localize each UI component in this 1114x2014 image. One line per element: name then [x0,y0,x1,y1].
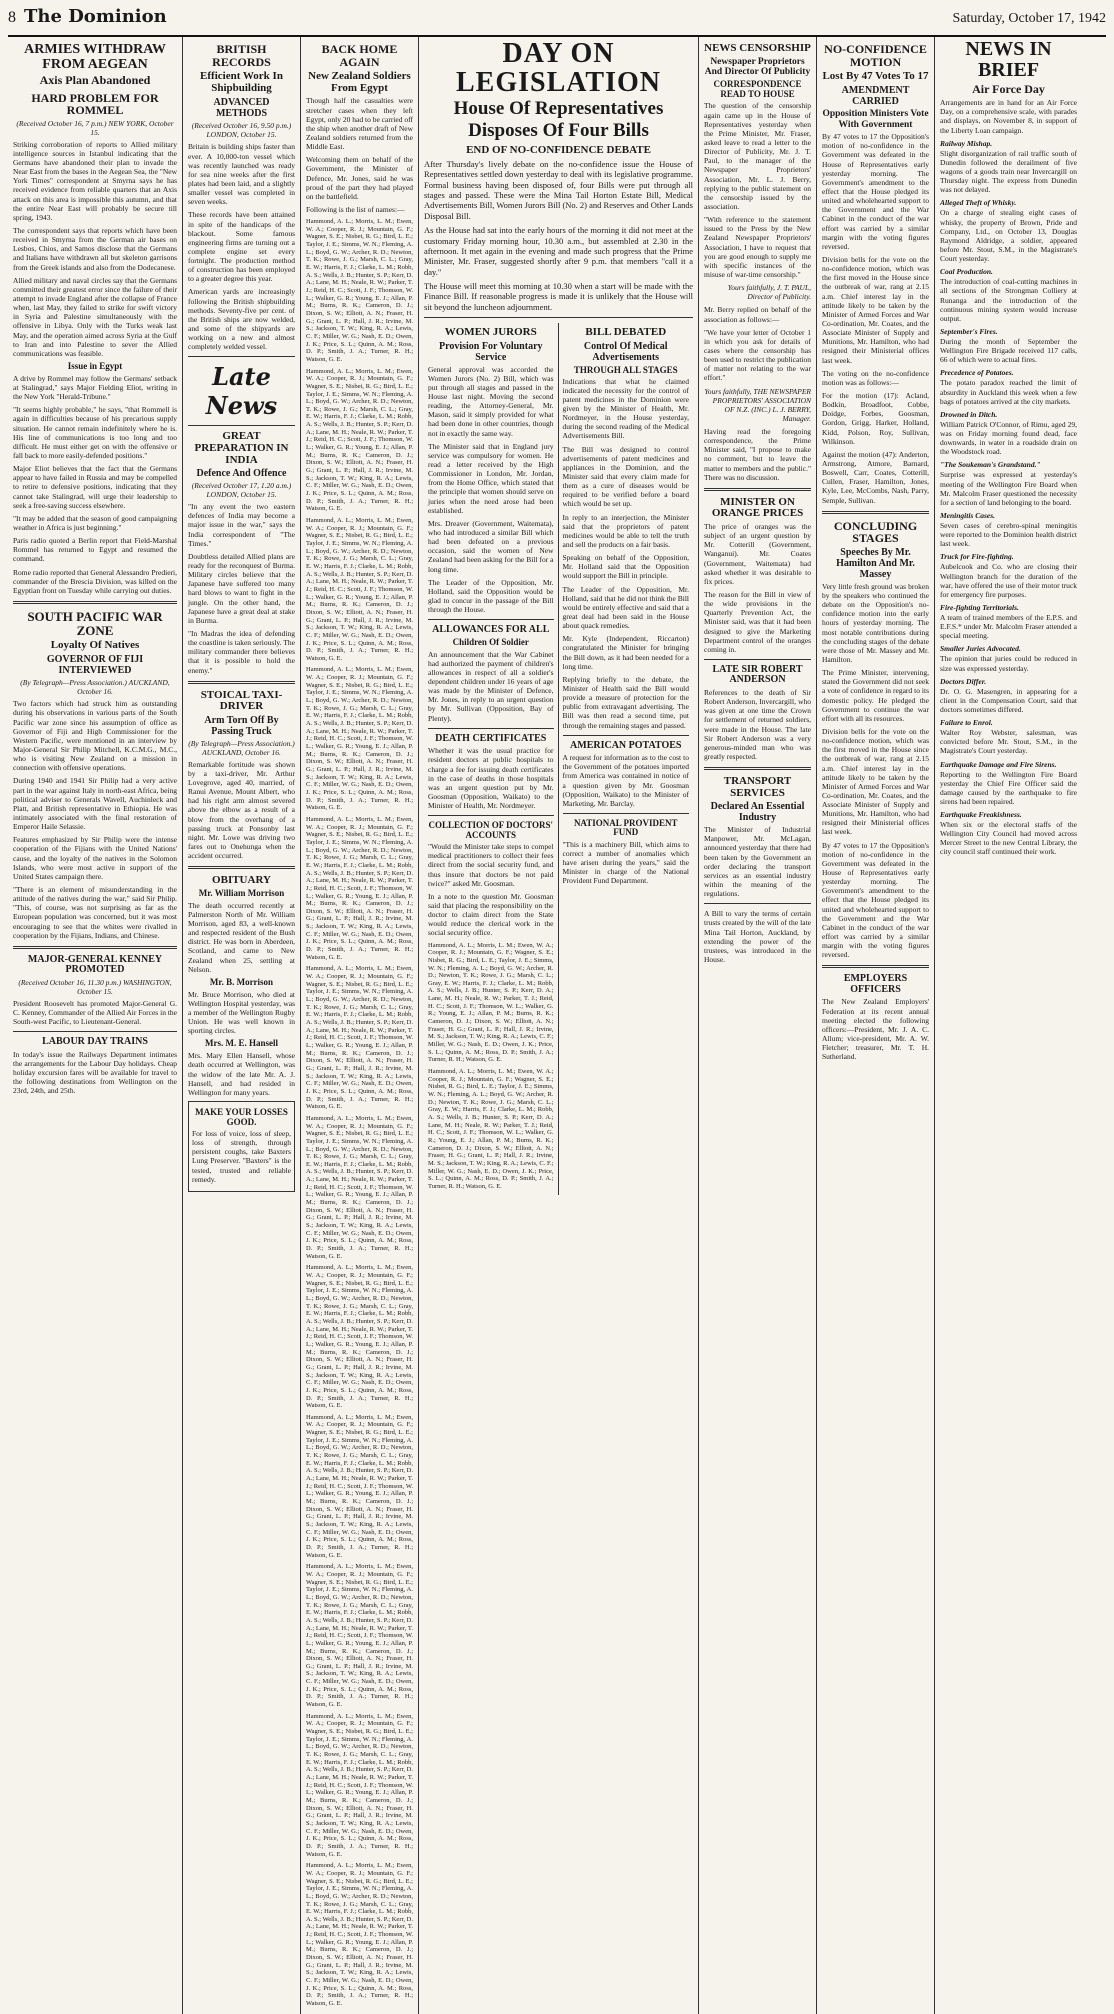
subheadline: Control Of Medical Advertisements [583,340,668,363]
article-paragraph: Mrs. Mary Ellen Hansell, whose death occurred at Wellington, was the widow of the late Mr. A. J. Hansell, and had resided in Wellington for many years. [188,1051,295,1097]
article-paragraph: "This is a machinery Bill, which aims to correct a number of anomalies which have arisen during the years," said the Minister in charge of the National Provident Fund Department. [562,839,689,886]
signature: Yours faithfully, J. T. PAUL, Director of Publicity. [727,283,811,302]
article-paragraph: "In any event the two eastern defences of India may become a major issue in the war," says the India correspondent of "The Times." [188,502,295,548]
subheadline: ADVANCED METHODS [213,97,270,119]
signature: Yours faithfully, THE NEWSPAPER PROPRIETORS' ASSOCIATION OF N.Z. (INC.) L. J. BERRY, Manager. [704,386,811,423]
brief-item-head: Doctors Differ. [940,676,987,686]
brief-list [940,139,1077,857]
article-paragraph: Welcoming them on behalf of the Government, the Minister of Defence, Mr. Jones, said he was proud of the part they had played on the battlefield. [306,155,413,201]
article-paragraph: Division bells for the vote on the no-confidence motion, which was the first moved in the House since the outbreak of war, rang at 2.15 a.m. Chief interest lay in the attitude likely to be taken by the Minister of Armed Forces and War Co-ordination, Mr. Coates, and the Associate Minister of Supply and Munitions, Mr. Hamilton, who had resigned their Ministerial offices last week. [822,254,929,365]
article-paragraph: The House will meet this morning at 10.30 when a start will be made with the Finance Bill. If reasonable progress is made it is unlikely that the House will sit beyond the luncheon adjournment. [424,280,693,312]
section-head: Issue in Egypt [67,360,123,371]
article-paragraph: In a note to the question Mr. Goosman said that placing the responsibility on the doctor to claim direct from the State would reduce the clerical work in the social security office. [428,891,554,938]
dateline: (By Telegraph—Press Association.) AUCKLAND, October 16. [188,738,295,757]
article-paragraph: Major Eliot believes that the fact that the Germans appear to have failed in Russia and may be compelled to retire to defensive positions, indicating that they cannot take Stalingrad, will urge their leadership to seek a free-saving success elsewhere. [13,464,177,510]
advertisement [188,1101,295,1192]
main-subheadline: House Of Representatives Disposes Of Four Bills [453,97,664,141]
column-3 [301,37,419,2014]
brief-item-head: Alleged Theft of Whisky. [940,198,1017,208]
headline: OBITUARY [212,874,271,887]
subheadline: Defence And Offence [196,468,287,480]
article-paragraph: Striking corroboration of reports to Allied military intelligence sources in Istanbul indicating that the Germans have abandoned their plan to invade the Near East from the bases in the Aegean Sea, the "New York Times" correspondent at Smyrna says he has received evidence from reliable quarters that an Axis attack on this area is impossible this autumn, and that the entire Near East will probably be secure till spring, 1943. [13,139,177,222]
article-paragraph: The reason for the Bill in view of the wide provisions in the Quarterly Prevention Act, the Minister said, was that it had been designed to give the Marketing Department control of the oranges coming in. [704,589,811,654]
article-paragraph: Speaking on behalf of the Opposition, Mr. Holland said that the Opposition would support the Bill in principle. [562,553,689,581]
article-paragraph: These records have been attained in spite of the handicaps of the blackout. Some famous engineering firms are turning out a complete engine set every fortnight. The production method of construction has been employed to a greater degree this year. [188,210,295,284]
article-paragraph: Mr. Kyle (Independent, Riccarton) congratulated the Minister for bringing the Bill down, as it had been needed for a long time. [562,634,689,671]
name-list: Hammond, A. L.; Morris, L. M.; Ewen, W. A.; Cooper, R. J.; Mountain, G. F.; Wagner, S. E.; Nisbet, R. G.; Bird, L. E.; Taylor, J. E.; Simms, W. N.; Fleming, A. L.; Boyd, G. W.; Archer, R. D.; Newton, T. K.; Rowe, J. G.; Marsh, C. L.; Gray, E. W.; Harris, F. J.; Clarke, L. M.; Robb, A. S.; Wells, J. B.; Hunter, S. P.; Kerr, D. A.; Lane, M. H.; Neale, R. W.; Parker, T. J.; Reid, H. C.; Scott, J. F.; Thomson, W. L.; Walker, G. R.; Young, E. J.; Allan, P. M.; Burns, R. K.; Cameron, D. J.; Dixon, S. W.; Elliott, A. N.; Fraser, H. G.; Grant, L. P.; Hall, J. R.; Irvine, M. S.; Jackson, T. W.; King, R. A.; Lewis, C. F.; Miller, W. G.; Nash, E. D.; Owen, J. K.; Price, S. L.; Quinn, A. M.; Ross, D. P.; Smith, J. A.; Turner, R. H.; Watson, G. E. [306,1413,413,1559]
headline: ALLOWANCES FOR ALL [432,624,550,636]
brief-item-body: The potato paradox reached the limit of absurdity in Auckland this week when a few bags of potatoes arrived at the city markets. [940,378,1077,406]
headline: DEATH CERTIFICATES [435,732,547,744]
divider [822,965,929,968]
subheadline: CORRESPONDENCE READ TO HOUSE [713,79,802,100]
brief-item-head: Smaller Juries Advocated. [940,644,1021,654]
brief-item-body: Surprise was expressed at yesterday's meeting of the Wellington Fire Board when Mr. Malcolm Fraser questioned the necessity for a section of land belonging to the board. [940,470,1077,507]
article-paragraph: As the House had sat into the early hours of the morning it did not meet at the customary Friday morning hour, 10.30 a.m., but assembled at 2.30 in the afternoon. It met again in the evening and made such progress that the Prime Minister, Mr. Fraser, suggested shortly after 9 p.m. that members "call it a day." [424,225,693,277]
article-paragraph: Against the motion (47): Anderton, Armstrong, Atmore, Barnard, Boswell, Carr, Coates, Cotterill, Cullen, Fraser, Hamilton, Jones, Kyle, Lee, McCombs, Nash, Parry, Semple, Sullivan. [822,449,929,505]
brief-item-head: Earthquake Freakishness. [940,810,1022,820]
name-list: Hammond, A. L.; Morris, L. M.; Ewen, W. A.; Cooper, R. J.; Mountain, G. F.; Wagner, S. E.; Nisbet, R. G.; Bird, L. E.; Taylor, J. E.; Simms, W. N.; Fleming, A. L.; Boyd, G. W.; Archer, R. D.; Newton, T. K.; Rowe, J. G.; Marsh, C. L.; Gray, E. W.; Harris, F. J.; Clarke, L. M.; Robb, A. S.; Wells, J. B.; Hunter, S. P.; Kerr, D. A.; Lane, M. H.; Neale, R. W.; Parker, T. J.; Reid, H. C.; Scott, J. F.; Thomson, W. L.; Walker, G. R.; Young, E. J.; Allan, P. M.; Burns, R. K.; Cameron, D. J.; Dixon, S. W.; Elliott, A. N.; Fraser, H. G.; Grant, L. P.; Hall, J. R.; Irvine, M. S.; Jackson, T. W.; King, R. A.; Lewis, C. F.; Miller, W. G.; Nash, E. D.; Owen, J. K.; Price, S. L.; Quinn, A. M.; Ross, D. P.; Smith, J. A.; Turner, R. H.; Watson, G. E. [306,1712,413,1858]
article-paragraph: By 47 votes to 17 the Opposition's motion of no-confidence in the Government was defeated in the House of Representatives early yesterday morning. The Government's amendment to the effect that the House pledged its united and wholehearted support to the Government and the War Cabinet in the conduct of the war effort was carried by a similar margin with the voting figures reversed. [822,840,929,960]
article-paragraph: Two factors which had struck him as outstanding during his observations in various parts of the South Pacific war zone since his assumption of office as Governor of Fiji and High Commissioner for the Western Pacific, were mentioned in an interview by Major-General Sir Philip Mitchell, K.C.M.G., M.C., who is visiting New Zealand on a mission in connection with offensive operations. [13,699,177,773]
article-paragraph: Remarkable fortitude was shown by a taxi-driver, Mr. Arthur Lovegrove, aged 40, married, of Ranui Avenue, Mount Albert, who had his right arm almost severed above the elbow as a result of a blow from the overhang of a passing truck at Ponsonby last night. Mr. Lowe was driving two fares out to Onehunga when the accident occurred. [188,759,295,861]
subheadline: Declared An Essential Industry [710,801,805,824]
article-paragraph: "Would the Minister take steps to compel medical practitioners to collect their fees direct from the social security fund, and thus insure that doctors be not paid twice?" asked Mr. Goosman. [428,842,554,888]
headline: NATIONAL PROVIDENT FUND [573,818,678,838]
article-paragraph: References to the death of Sir Robert Anderson, Invercargill, who was given at one time the Crown for settlement of returned soldiers, were made in the House. The late Sir Robert Anderson was a very generous-minded man who was greatly respected. [704,687,811,761]
subheadline: Efficient Work In Shipbuilding [200,70,283,95]
headline: COLLECTION OF DOCTORS' ACCOUNTS [428,820,554,840]
brief-item-body: Reporting to the Wellington Fire Board yesterday the Chief Fire Officer said the damage caused by the earthquake to fire sirens had been repaired. [940,769,1077,806]
subheadline: Mr. B. Morrison [209,976,274,987]
article-paragraph: An announcement that the War Cabinet had authorized the payment of children's allowances in respect of all a soldier's dependent children under 16 years of age was made by the Minister of Defence, Mr. Jones, in reply to an urgent question by Mr. Sullivan (Opposition, Bay of Plenty). [428,649,554,723]
column-7-news-in-brief [935,37,1082,2014]
brief-item-body: The introduction of coal-cutting machines in all sections of the Strongman Colliery at Runanga and the introduction of the continuous mining system would increase output. [940,277,1077,323]
article-paragraph: The Prime Minister, intervening, stated the Government did not seek a vote of confidence in regard to its domestic policy. He pledged the Government to continue the war effort with all its resources. [822,668,929,723]
name-list: Hammond, A. L.; Morris, L. M.; Ewen, W. A.; Cooper, R. J.; Mountain, G. F.; Wagner, S. E.; Nisbet, R. G.; Bird, L. E.; Taylor, J. E.; Simms, W. N.; Fleming, A. L.; Boyd, G. W.; Archer, R. D.; Newton, T. K.; Rowe, J. G.; Marsh, C. L.; Gray, E. W.; Harris, F. J.; Clarke, L. M.; Robb, A. S.; Wells, J. B.; Hunter, S. P.; Kerr, D. A.; Lane, M. H.; Neale, R. W.; Parker, T. J.; Reid, H. C.; Scott, J. F.; Thomson, W. L.; Walker, G. R.; Young, E. J.; Allan, P. M.; Burns, R. K.; Cameron, D. J.; Dixon, S. W.; Elliott, A. N.; Fraser, H. G.; Grant, L. P.; Hall, J. R.; Irvine, M. S.; Jackson, T. W.; King, R. A.; Lewis, C. F.; Miller, W. G.; Nash, E. D.; Owen, J. K.; Price, S. L.; Quinn, A. M.; Ross, D. P.; Smith, J. A.; Turner, R. H.; Watson, G. E. [306,666,413,812]
article-paragraph: Features emphasized by Sir Philip were the intense cooperation of the Fijians with the United Nations' cause, and the loyalty of the natives in the Solomon Islands, who were most active in support of the United States campaign there. [13,835,177,881]
headline: SOUTH PACIFIC WAR ZONE [27,608,163,638]
article-paragraph: Britain is building ships faster than ever. A 10,000-ton vessel which was recently launched was ready for sea nine weeks after the first plates had been laid, and a slightly smaller vessel was completed in seven weeks. [188,142,295,207]
column-1 [8,37,183,2014]
brief-item-head: Meningitis Cases. [940,510,996,520]
subheadline: AMENDMENT CARRIED [841,85,910,107]
divider [428,728,554,729]
subheadline: Speeches By Mr. Hamilton And Mr. Massey [836,546,915,580]
article-paragraph: A Bill to vary the terms of certain trusts created by the will of the late Mina Tail Horton, Auckland, by extending the power of the trustees, was introduced in the House. [704,909,811,965]
name-list: Hammond, A. L.; Morris, L. M.; Ewen, W. A.; Cooper, R. J.; Mountain, G. F.; Wagner, S. E.; Nisbet, R. G.; Bird, L. E.; Taylor, J. E.; Simms, W. N.; Fleming, A. L.; Boyd, G. W.; Archer, R. D.; Newton, T. K.; Rowe, J. G.; Marsh, C. L.; Gray, E. W.; Harris, F. J.; Clarke, L. M.; Robb, A. S.; Wells, J. B.; Hunter, S. P.; Kerr, D. A.; Lane, M. H.; Neale, R. W.; Parker, T. J.; Reid, H. C.; Scott, J. F.; Thomson, W. L.; Walker, G. R.; Young, E. J.; Allan, P. M.; Burns, R. K.; Cameron, D. J.; Dixon, S. W.; Elliott, A. N.; Fraser, H. G.; Grant, L. P.; Hall, J. R.; Irvine, M. S.; Jackson, T. W.; King, R. A.; Lewis, C. F.; Miller, W. G.; Nash, E. D.; Owen, J. K.; Price, S. L.; Quinn, A. M.; Ross, D. P.; Smith, J. A.; Turner, R. H.; Watson, G. E. [306,1862,413,2008]
masthead [8,6,1106,37]
subheadline: Air Force Day [972,82,1045,96]
article-paragraph: "It seems highly probable," he says, "that Rommell is again in difficulties because of his precarious supply situation. He cannot remain indefinitely where he is. His line of communications is too long and too difficult. He must either get on with the offensive or fall back to more easily-defended positions." [13,405,177,460]
issue-date: Saturday, October 17, 1942 [952,11,1106,26]
article-paragraph: The Minister said that in England jury service was compulsory for women. He read a letter received by the High Commissioner in London, Mr. Jordan, from the Home Office, which stated that the principle that women should serve on juries when the need arose had been established. [428,441,554,515]
brief-item-head: Fire-fighting Territorials. [940,602,1019,612]
brief-item-body: Seven cases of cerebro-spinal meningitis were reported to the Dominion health district last week. [940,520,1077,549]
article-paragraph: "We have your letter of October 1 in which you ask for details of cases where the censorship has been used to restrict the publication of matter not relating to the war effort." [704,327,811,383]
divider [428,815,554,816]
masthead-left [8,6,167,27]
subheadline: Opposition Ministers Vote With Government [822,109,929,130]
article-paragraph: President Roosevelt has promoted Major-General G. C. Kenney, Commander of the Allied Air Forces in the South-west Pacific, to Lieutenant-General. [13,998,177,1027]
article-paragraph: The correspondent says that reports which have been received in Smyrna from the German air bases on Lesbos, Chios, and Samos disclose that the Germans and Italians have withdrawn all but skeleton garrisons from the Greek islands and also from the Dodecanese. [13,226,177,272]
divider [563,813,690,814]
headline: CONCLUDING STAGES [833,518,918,546]
brief-item-head: Precedence of Potatoes. [940,368,1014,378]
divider [188,866,295,869]
article-paragraph: "In Madras the idea of defending the coastline is taken seriously. The military commander there believes that it is possible to hold the enemy." [188,628,295,675]
headline: AMERICAN POTATOES [570,739,682,751]
headline: LATE SIR ROBERT ANDERSON [712,663,803,686]
headline: WOMEN JURORS [444,326,537,339]
column-2 [183,37,301,2014]
main-headline: DAY ON LEGISLATION [456,38,661,99]
subheadline: THROUGH ALL STAGES [573,364,678,375]
headline: STOICAL TAXI-DRIVER [200,688,283,713]
headline: BILL DEBATED [585,326,667,339]
name-list: Hammond, A. L.; Morris, L. M.; Ewen, W. A.; Cooper, R. J.; Mountain, G. F.; Wagner, S. E.; Nisbet, R. G.; Bird, L. E.; Taylor, J. E.; Simms, W. N.; Fleming, A. L.; Boyd, G. W.; Archer, R. D.; Newton, T. K.; Rowe, J. G.; Marsh, C. L.; Gray, E. W.; Harris, F. J.; Clarke, L. M.; Robb, A. S.; Wells, J. B.; Hunter, S. P.; Kerr, D. A.; Lane, M. H.; Neale, R. W.; Parker, T. J.; Reid, H. C.; Scott, J. F.; Thomson, W. L.; Walker, G. R.; Young, E. J.; Allan, P. M.; Burns, R. K.; Cameron, D. J.; Dixon, S. W.; Elliott, A. N.; Fraser, H. G.; Grant, L. P.; Hall, J. R.; Irvine, M. S.; Jackson, T. W.; King, R. A.; Lewis, C. F.; Miller, W. G.; Nash, E. D.; Owen, J. K.; Price, S. L.; Quinn, A. M.; Ross, D. P.; Smith, J. A.; Turner, R. H.; Watson, G. E. [428,941,554,1064]
column-6 [817,37,935,2014]
paper-name: The Dominion [24,6,167,27]
divider [704,767,811,770]
article-paragraph: Arrangements are in hand for an Air Force Day, on a comprehensive scale, with parades and displays, on November 8, in support of the Liberty Loan campaign. [940,98,1077,135]
article-paragraph: The price of oranges was the subject of an urgent question by Mr. Cotterill (Government, Wanganui). Mr. Coates (Government, Waitemata) had asked whether it was desirable to fix prices. [704,522,811,586]
divider [13,946,177,949]
brief-item-head: Railway Mishap. [940,138,993,148]
brief-item-head: Failure to Enrol. [940,718,993,728]
subheadline: GOVERNOR OF FIJI INTERVIEWED [46,654,144,676]
article-paragraph: Though half the casualties were stretcher cases when they left Egypt, only 20 had to be carried off the ship when another draft of New Zealand soldiers returned from the Middle East. [306,96,413,152]
name-list: Hammond, A. L.; Morris, L. M.; Ewen, W. A.; Cooper, R. J.; Mountain, G. F.; Wagner, S. E.; Nisbet, R. G.; Bird, L. E.; Taylor, J. E.; Simms, W. N.; Fleming, A. L.; Boyd, G. W.; Archer, R. D.; Newton, T. K.; Rowe, J. G.; Marsh, C. L.; Gray, E. W.; Harris, F. J.; Clarke, L. M.; Robb, A. S.; Wells, J. B.; Hunter, S. P.; Kerr, D. A.; Lane, M. H.; Neale, R. W.; Parker, T. J.; Reid, H. C.; Scott, J. F.; Thomson, W. L.; Walker, G. R.; Young, E. J.; Allan, P. M.; Burns, R. K.; Cameron, D. J.; Dixon, S. W.; Elliott, A. N.; Fraser, H. G.; Grant, L. P.; Hall, J. R.; Irvine, M. S.; Jackson, T. W.; King, R. A.; Lewis, C. F.; Miller, W. G.; Nash, E. D.; Owen, J. K.; Price, S. L.; Quinn, A. M.; Ross, D. P.; Smith, J. A.; Turner, R. H.; Watson, G. E. [306,517,413,662]
article-paragraph: The Leader of the Opposition, Mr. Holland, said the Opposition would be glad to concur in the passage of the Bill through the House. [428,577,554,615]
page-number: 8 [8,9,16,26]
article-paragraph: Very little fresh ground was broken by the speakers who continued the debate on the Opposition's no-confidence motion into the early hours of yesterday morning. The most notable contributions during the concluding stages of the debate were those of Mr. Massey and Mr. Hamilton. [822,581,929,664]
headline: BRITISH RECORDS [212,42,271,69]
article-paragraph: Division bells for the vote on the no-confidence motion, which was the first moved in the House since the outbreak of war, rang at 2.15 a.m. Chief interest lay in the attitude likely to be taken by the Minister of Armed Forces and War Co-ordination, Mr. Coates, and the Associate Minister of Supply and Munitions, Mr. Hamilton, who had resigned their Ministerial offices last week. [822,726,929,837]
divider [188,681,295,684]
subheadline: New Zealand Soldiers From Egypt [308,70,411,95]
brief-item-body: The opinion that juries could be reduced in size was expressed yesterday. [940,654,1077,673]
article-paragraph: General approval was accorded the Women Jurors (No. 2) Bill, which was put through all stages and passed in the House last night. Moving the second reading, the Attorney-General, Mr. Mason, said it simply provided for what had been done in other countries, though not in exactly the same way. [428,364,554,438]
headline: LABOUR DAY TRAINS [42,1036,148,1048]
ad-headline: MAKE YOUR LOSSES GOOD. [195,1107,288,1128]
subheadline: Newspaper Proprietors And Director Of Publicity [704,56,811,77]
headline: NEWS CENSORSHIP [704,42,811,54]
headline: BACK HOME AGAIN [321,42,398,69]
headline: GREAT PREPARATION IN INDIA [194,430,289,466]
brief-item-body: Walter Roy Webster, salesman, was convicted before Mr. Stout, S.M., in the Magistrate's Court yesterday. [940,728,1077,756]
headline: NO-CONFIDENCE MOTION [824,42,927,69]
brief-item-head: September's Fires. [940,327,998,336]
brief-item-head: Drowned in Ditch. [940,409,998,419]
brief-item-body: A team of trained members of the E.P.S. and E.F.S.* under Mr. Malcolm Fraser attended a special meeting. [940,612,1077,641]
column-5 [699,37,817,2014]
article-paragraph: Replying briefly to the debate, the Minister of Health said the Bill would provide a measure of protection for the public from extravagant advertising. The Bill was then read a second time, put through the remaining stages and passed. [562,674,689,730]
main-right-column [559,323,694,1194]
divider [428,619,554,620]
dateline: (By Telegraph—Press Association.) AUCKLAND, October 16. [20,678,170,697]
article-paragraph: Allied military and naval circles say that the Germans committed their greatest error since the failure of their attempt to invade England after the collapse of France when, last May, they failed to strike for swift victory in Syria and Palestine simultaneously with the offensive in Libya. Only with the Turks weak last May, and the operation aimed across Syria at the Gulf to Iran and into Palestine to sever the Allied communications was feasible. [13,275,177,358]
article-paragraph: By 47 votes to 17 the Opposition's motion of no-confidence in the Government was defeated in the House of Representatives early yesterday morning. The Government's amendment to the effect that the House pledged its united and wholehearted support to the Government and the War Cabinet in the conduct of the war effort was carried by a similar margin with the voting figures reversed. [822,132,929,251]
divider [563,735,690,736]
divider [13,601,177,604]
column-4-main-story [419,37,699,2014]
dateline: (Received October 16, 7 p.m.) NEW YORK, October 15. [16,118,174,137]
headline: TRANSPORT SERVICES [723,775,792,799]
name-list: Hammond, A. L.; Morris, L. M.; Ewen, W. A.; Cooper, R. J.; Mountain, G. F.; Wagner, S. E.; Nisbet, R. G.; Bird, L. E.; Taylor, J. E.; Simms, W. N.; Fleming, A. L.; Boyd, G. W.; Archer, R. D.; Newton, T. K.; Rowe, J. G.; Marsh, C. L.; Gray, E. W.; Harris, F. J.; Clarke, L. M.; Robb, A. S.; Wells, J. B.; Hunter, S. P.; Kerr, D. A.; Lane, M. H.; Neale, R. W.; Parker, T. J.; Reid, H. C.; Scott, J. F.; Thomson, W. L.; Walker, G. R.; Young, E. J.; Allan, P. M.; Burns, R. K.; Cameron, D. J.; Dixon, S. W.; Elliott, A. N.; Fraser, H. G.; Grant, L. P.; Hall, J. R.; Irvine, M. S.; Jackson, T. W.; King, R. A.; Lewis, C. F.; Miller, W. G.; Nash, E. D.; Owen, J. K.; Price, S. L.; Quinn, A. M.; Ross, D. P.; Smith, J. A.; Turner, R. H.; Watson, G. E. [306,1563,413,1709]
article-paragraph: Mrs. Dreaver (Government, Waitemata), who had introduced a similar Bill which had been defeated on a previous occasion, said the women of New Zealand had been asking for the Bill for a long time. [428,518,554,574]
subheadline: Mrs. M. E. Hansell [205,1038,278,1049]
name-list: Hammond, A. L.; Morris, L. M.; Ewen, W. A.; Cooper, R. J.; Mountain, G. F.; Wagner, S. E.; Nisbet, R. G.; Bird, L. E.; Taylor, J. E.; Simms, W. N.; Fleming, A. L.; Boyd, G. W.; Archer, R. D.; Newton, T. K.; Rowe, J. G.; Marsh, C. L.; Gray, E. W.; Harris, F. J.; Clarke, L. M.; Robb, A. S.; Wells, J. B.; Hunter, S. P.; Kerr, D. A.; Lane, M. H.; Neale, R. W.; Parker, T. J.; Reid, H. C.; Scott, J. F.; Thomson, W. L.; Walker, G. R.; Young, E. J.; Allan, P. M.; Burns, R. K.; Cameron, D. J.; Dixon, S. W.; Elliott, A. N.; Fraser, H. G.; Grant, L. P.; Hall, J. R.; Irvine, M. S.; Jackson, T. W.; King, R. A.; Lewis, C. F.; Miller, W. G.; Nash, E. D.; Owen, J. K.; Price, S. L.; Quinn, A. M.; Ross, D. P.; Smith, J. A.; Turner, R. H.; Watson, G. E. [428,1068,554,1190]
article-paragraph: After Thursday's lively debate on the no-confidence issue the House of Representatives settled down yesterday to deal with its legislative programme. Formal business having been disposed of, four Bills were put through all stages and passed. These were the Mina Tail Horton Estate Bill, Medical Advertisements Bill, Women Jurors Bill (No. 2) and Reserves and Other Lands Disposal Bill. [424,159,693,221]
subheadline: Mr. William Morrison [198,887,285,898]
name-list: Hammond, A. L.; Morris, L. M.; Ewen, W. A.; Cooper, R. J.; Mountain, G. F.; Wagner, S. E.; Nisbet, R. G.; Bird, L. E.; Taylor, J. E.; Simms, W. N.; Fleming, A. L.; Boyd, G. W.; Archer, R. D.; Newton, T. K.; Rowe, J. G.; Marsh, C. L.; Gray, E. W.; Harris, F. J.; Clarke, L. M.; Robb, A. S.; Wells, J. B.; Hunter, S. P.; Kerr, D. A.; Lane, M. H.; Neale, R. W.; Parker, T. J.; Reid, H. C.; Scott, J. F.; Thomson, W. L.; Walker, G. R.; Young, E. J.; Allan, P. M.; Burns, R. K.; Cameron, D. J.; Dixon, S. W.; Elliott, A. N.; Fraser, H. G.; Grant, L. P.; Hall, J. R.; Irvine, M. S.; Jackson, T. W.; King, R. A.; Lewis, C. F.; Miller, W. G.; Nash, E. D.; Owen, J. K.; Price, S. L.; Quinn, A. M.; Ross, D. P.; Smith, J. A.; Turner, R. H.; Watson, G. E. [306,367,413,513]
article-paragraph: A drive by Rommel may follow the Germans' setback at Stalingrad," says Major Fielding Eliot, writing in the New York "Herald-Tribune." [13,373,177,402]
name-list: Hammond, A. L.; Morris, L. M.; Ewen, W. A.; Cooper, R. J.; Mountain, G. F.; Wagner, S. E.; Nisbet, R. G.; Bird, L. E.; Taylor, J. E.; Simms, W. N.; Fleming, A. L.; Boyd, G. W.; Archer, R. D.; Newton, T. K.; Rowe, J. G.; Marsh, C. L.; Gray, E. W.; Harris, F. J.; Clarke, L. M.; Robb, A. S.; Wells, J. B.; Hunter, S. P.; Kerr, D. A.; Lane, M. H.; Neale, R. W.; Parker, T. J.; Reid, H. C.; Scott, J. F.; Thomson, W. L.; Walker, G. R.; Young, E. J.; Allan, P. M.; Burns, R. K.; Cameron, D. J.; Dixon, S. W.; Elliott, A. N.; Fraser, H. G.; Grant, L. P.; Hall, J. R.; Irvine, M. S.; Jackson, T. W.; King, R. A.; Lewis, C. F.; Miller, W. G.; Nash, E. D.; Owen, J. K.; Price, S. L.; Quinn, A. M.; Ross, D. P.; Smith, J. A.; Turner, R. H.; Watson, G. E. [306,1114,413,1260]
name-list: Hammond, A. L.; Morris, L. M.; Ewen, W. A.; Cooper, R. J.; Mountain, G. F.; Wagner, S. E.; Nisbet, R. G.; Bird, L. E.; Taylor, J. E.; Simms, W. N.; Fleming, A. L.; Boyd, G. W.; Archer, R. D.; Newton, T. K.; Rowe, J. G.; Marsh, C. L.; Gray, E. W.; Harris, F. J.; Clarke, L. M.; Robb, A. S.; Wells, J. B.; Hunter, S. P.; Kerr, D. A.; Lane, M. H.; Neale, R. W.; Parker, T. J.; Reid, H. C.; Scott, J. F.; Thomson, W. L.; Walker, G. R.; Young, E. J.; Allan, P. M.; Burns, R. K.; Cameron, D. J.; Dixon, S. W.; Elliott, A. N.; Fraser, H. G.; Grant, L. P.; Hall, J. R.; Irvine, M. S.; Jackson, T. W.; King, R. A.; Lewis, C. F.; Miller, W. G.; Nash, E. D.; Owen, J. K.; Price, S. L.; Quinn, A. M.; Ross, D. P.; Smith, J. A.; Turner, R. H.; Watson, G. E. [306,1264,413,1410]
brief-item-head: Coal Production. [940,267,993,277]
subheadline: Axis Plan Abandoned [39,73,151,88]
brief-item-body: On a charge of stealing eight cases of whisky, the property of Brown, Pride and Company, Ltd., on October 13, Douglas Raymond Aldridge, a soldier, appeared before Mr. Stout, S.M., in the Magistrate's Court yesterday. [940,208,1077,264]
article-paragraph: The question of the censorship again came up in the House of Representatives yesterday when the Prime Minister, Mr. Fraser, asked leave to read a letter to the Director of Publicity, Mr. J. T. Paul, to the manager of the Newspaper Proprietors' Association, Mr. L. J. Berry, replying to the public statement on the censorship issued by the association. [704,101,811,211]
columns [8,37,1106,2008]
article-paragraph: The Minister of Industrial Manpower, Mr. McLagan, announced yesterday that there had been taken by the Government an order declaring the transport services as an essential industry within the meaning of the regulations. [704,825,811,899]
article-paragraph: "With reference to the statement issued to the Press by the New Zealand Newspaper Proprietors' Association, I have to request that you are good enough to supply me with specific instances of the misuse of war-time censorship." [704,215,811,279]
article-paragraph: The Leader of the Opposition, Mr. Holland, said that he did not think the Bill would be entirely effective and said that a great deal had been said in the House about quack remedies. [562,584,689,631]
news-in-brief-title: NEWS IN BRIEF [965,38,1052,81]
article-paragraph: The Bill was designed to control advertisements of patent medicines and appliances in the Dominion, and the Minister said that every claim made for them as a cure of diseases would be required to be verified before a board which would be set up. [562,444,689,509]
subheadline: Arm Torn Off By Passing Truck [204,714,279,737]
dateline: (Received October 16, 11.30 p.m.) WASHINGTON, October 15. [18,977,172,996]
main-deck: END OF NO-CONFIDENCE DEBATE [466,144,651,157]
subheadline: HARD PROBLEM FOR ROMMEL [31,90,159,118]
brief-item-body: Dr. O. G. Masengren, in appearing for a client in the Compensation Court, said that doctors sometimes differed. [940,686,1077,714]
divider [704,903,811,904]
article-paragraph: The New Zealand Employers' Federation at its recent annual meeting elected the following officers:—President, Mr. J. A. C. Allum; vice-president, Mr. A. W. Fletcher; treasurer, Mr. T. H. Sutherland. [822,997,929,1062]
brief-item-head: Earthquake Damage and Fire Sirens. [940,759,1057,769]
brief-item-body: Slight disorganization of rail traffic south of Dunedin followed the derailment of five wagons of a goods train near Invercargill on Thursday night. The express from Dunedin was not delayed. [940,148,1077,195]
brief-item-body: William Patrick O'Connor, of Rimu, aged 29, was on Friday morning found dead, face downwards, in water in a roadside drain on the Woodstock road. [940,419,1077,457]
ad-body: For loss of voice, loss of sleep, loss of strength, through persistent coughs, take Baxters Lung Preserver. "Baxters" is the tested, trusted and reliable remedy. [192,1129,291,1184]
brief-item-body: Aubelcook and Co. who are closing their Wellington branch for the duration of the war, have offered the use of their motor truck for emergency fire purposes. [940,562,1077,599]
main-left-column [424,323,559,1194]
divider [188,425,295,426]
headline: EMPLOYERS OFFICERS [843,973,908,995]
article-paragraph: The death occurred recently at Palmerston North of Mr. William Morrison, aged 83, a well-known and respected resident of the Bush district. He was born in Aberdeen, Scotland, and came to New Zealand when 25, settling at Nelson. [188,900,295,974]
article-paragraph: Doubtless detailed Allied plans are ready for the reconquest of Burma. Military circles believe that the Japanese have suffered too many hard blows to want to fight in the jungle. On the other hand, the Japanese have a great deal at stake in Burma. [188,551,295,625]
article-paragraph: Following is the list of names:— [306,204,405,214]
dateline: (Received October 17, 1.20 a.m.) LONDON, October 15. [191,481,292,500]
headline: MAJOR-GENERAL KENNEY PROMOTED [27,953,163,976]
brief-item-body: During the month of September the Wellington Fire Brigade received 117 calls, 66 of which were to actual fires. [940,337,1077,365]
main-story-split [424,323,693,1194]
subheadline: Loyalty Of Natives [50,639,140,652]
article-paragraph: Rome radio reported that General Alessandro Predieri, commander of the Brescia Division, was killed on the Egyptian front on Tuesday while carrying out duties. [13,567,177,595]
name-list: Hammond, A. L.; Morris, L. M.; Ewen, W. A.; Cooper, R. J.; Mountain, G. F.; Wagner, S. E.; Nisbet, R. G.; Bird, L. E.; Taylor, J. E.; Simms, W. N.; Fleming, A. L.; Boyd, G. W.; Archer, R. D.; Newton, T. K.; Rowe, J. G.; Marsh, C. L.; Gray, E. W.; Harris, F. J.; Clarke, L. M.; Robb, A. S.; Wells, J. B.; Hunter, S. P.; Kerr, D. A.; Lane, M. H.; Neale, R. W.; Parker, T. J.; Reid, H. C.; Scott, J. F.; Thomson, W. L.; Walker, G. R.; Young, E. J.; Allan, P. M.; Burns, R. K.; Cameron, D. J.; Dixon, S. W.; Elliott, A. N.; Fraser, H. G.; Grant, L. P.; Hall, J. R.; Irvine, M. S.; Jackson, T. W.; King, R. A.; Lewis, C. F.; Miller, W. G.; Nash, E. D.; Owen, J. K.; Price, S. L.; Quinn, A. M.; Ross, D. P.; Smith, J. A.; Turner, R. H.; Watson, G. E. [306,815,413,961]
headline: MINISTER ON ORANGE PRICES [711,495,804,520]
divider [704,659,811,660]
article-paragraph: During 1940 and 1941 Sir Philip had a very active part in the war against Italy in north-east Africa, being political adviser to Generals Wavell, Auchinleck and Platt, and British representative in Ethiopia. He was intimately associated with the final restoration of Emperor Haile Selassie. [13,776,177,832]
subheadline: Lost By 47 Votes To 17 [822,70,929,83]
brief-item-head: "The Soukeman's Grandstand." [940,460,1041,470]
article-paragraph: For the motion (17): Acland, Bodkin, Broadfoot, Cobbe, Doidge, Forbes, Goosman, Gordon, Grigg, Harker, Holland, Kidd, Polson, Roy, Sullivan, Wilkinson. [822,390,929,446]
article-paragraph: Whether it was the usual practice for resident doctors at public hospitals to charge a fee for issuing death certificates in the case of deaths in those hospitals was an urgent question put by Mr. Goosman (Opposition, Waikato) to the Minister of Health, Mr. Nordmeyer. [428,746,554,811]
dateline: (Received October 16, 9.50 p.m.) LONDON, October 15. [191,121,292,140]
brief-item-body: When six or the electoral staffs of the Wellington City Council had moved across Mercer Street to the new Central Library, the city council staff continued their work. [940,820,1077,857]
divider [424,317,693,318]
article-paragraph: A request for information as to the cost to the Government of the potatoes imported from America was contained in notice of a question given by Mr. Goosman (Opposition, Waikato) to the Minister of Marketing, Mr. Barclay. [562,753,689,808]
name-list: Hammond, A. L.; Morris, L. M.; Ewen, W. A.; Cooper, R. J.; Mountain, G. F.; Wagner, S. E.; Nisbet, R. G.; Bird, L. E.; Taylor, J. E.; Simms, W. N.; Fleming, A. L.; Boyd, G. W.; Archer, R. D.; Newton, T. K.; Rowe, J. G.; Marsh, C. L.; Gray, E. W.; Harris, F. J.; Clarke, L. M.; Robb, A. S.; Wells, J. B.; Hunter, S. P.; Kerr, D. A.; Lane, M. H.; Neale, R. W.; Parker, T. J.; Reid, H. C.; Scott, J. F.; Thomson, W. L.; Walker, G. R.; Young, E. J.; Allan, P. M.; Burns, R. K.; Cameron, D. J.; Dixon, S. W.; Elliott, A. N.; Fraser, H. G.; Grant, L. P.; Hall, J. R.; Irvine, M. S.; Jackson, T. W.; King, R. A.; Lewis, C. F.; Miller, W. G.; Nash, E. D.; Owen, J. K.; Price, S. L.; Quinn, A. M.; Ross, D. P.; Smith, J. A.; Turner, R. H.; Watson, G. E. [306,965,413,1111]
divider [822,511,929,514]
article-paragraph: "It may be added that the season of good campaigning weather in Africa is just beginning." [13,513,177,532]
subheadline: Provision For Voluntary Service [438,340,543,363]
headline: ARMIES WITHDRAW FROM AEGEAN [24,42,166,72]
divider [188,356,295,357]
divider [13,1031,177,1032]
article-paragraph: Having read the foregoing correspondence, the Prime Minister said, "I propose to make no comment, but to leave the matter to members and the public." There was no discussion. [704,427,811,482]
article-paragraph: In reply to an interjection, the Minister said that the proprietors of patent medicines would be able to tell the truth and sell the products on a fair basis. [562,512,689,549]
subheadline: Children Of Soldier [452,636,529,647]
divider [704,488,811,491]
article-paragraph: In today's issue the Railways Department intimates the arrangements for the Labour Day holidays. Cheap holiday excursion fares will be available for travel to the following destinations from Wellington on the 23rd, 24th, and 25th. [13,1049,177,1096]
article-paragraph: Mr. Berry replied on behalf of the association as follows:— [704,305,811,324]
name-list: Hammond, A. L.; Morris, L. M.; Ewen, W. A.; Cooper, R. J.; Mountain, G. F.; Wagner, S. E.; Nisbet, R. G.; Bird, L. E.; Taylor, J. E.; Simms, W. N.; Fleming, A. L.; Boyd, G. W.; Archer, R. D.; Newton, T. K.; Rowe, J. G.; Marsh, C. L.; Gray, E. W.; Harris, F. J.; Clarke, L. M.; Robb, A. S.; Wells, J. B.; Hunter, S. P.; Kerr, D. A.; Lane, M. H.; Neale, R. W.; Parker, T. J.; Reid, H. C.; Scott, J. F.; Thomson, W. L.; Walker, G. R.; Young, E. J.; Allan, P. M.; Burns, R. K.; Cameron, D. J.; Dixon, S. W.; Elliott, A. N.; Fraser, H. G.; Grant, L. P.; Hall, J. R.; Irvine, M. S.; Jackson, T. W.; King, R. A.; Lewis, C. F.; Miller, W. G.; Nash, E. D.; Owen, J. K.; Price, S. L.; Quinn, A. M.; Ross, D. P.; Smith, J. A.; Turner, R. H.; Watson, G. E. [306,218,413,363]
article-paragraph: "There is an element of misunderstanding in the attitude of the natives during the war," said Sir Philip. "This, of course, was not surprising as far as the European population was concerned, but it was most encouraging to see that the whites were rivalled in cooperation by the Fijians, Indians, and Chinese. [13,885,177,940]
article-paragraph: Indications that what he claimed indicated the necessity for the control of patent medicines in the Dominion were given by the Minister of Health, Mr. Nordmeyer, in the House yesterday, during the second reading of the Medical Advertisements Bill. [562,376,689,441]
article-paragraph: The voting on the no-confidence motion was as follows:— [822,368,929,387]
late-news-banner: Late News [205,362,278,421]
article-paragraph: Mr. Bruce Morrison, who died at Wellington Hospital yesterday, was a member of the Wellington Rugby Union. He was well known in sporting circles. [188,989,295,1036]
article-paragraph: American yards are increasingly following the British shipbuilding methods. Seventy-five per cent. of the British ships are now welded, and some of the shipyards are working on a new and almost completely welded vessel. [188,287,295,352]
article-paragraph: Paris radio quoted a Berlin report that Field-Marshal Rommel has returned to Egypt and resumed the command. [13,536,177,564]
brief-item-head: Truck for Fire-fighting. [940,552,1014,562]
